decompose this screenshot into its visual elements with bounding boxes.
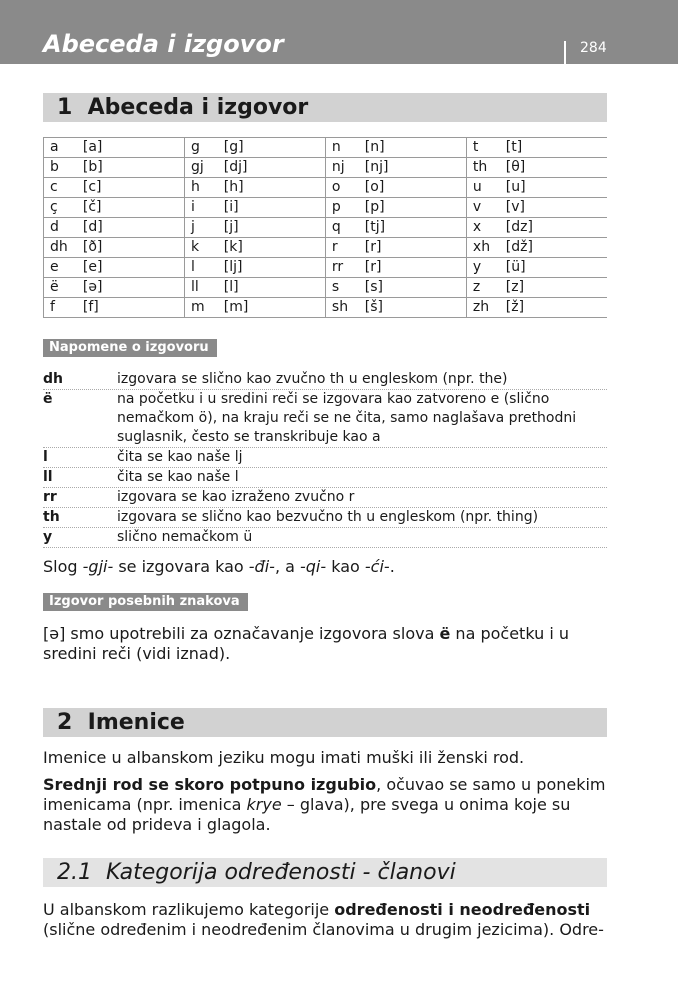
letter-cell: h [184, 178, 217, 198]
note-key: ll [43, 469, 53, 485]
pronunciation-cell: [v] [500, 198, 607, 218]
running-title: Abeceda i izgovor [43, 30, 284, 58]
note-text: slično nemačkom ü [117, 529, 253, 545]
letter-cell: s [325, 278, 358, 298]
note-row [43, 508, 607, 528]
slog-note: Slog -gji- se izgovara kao -đi-, a -qi- kao -ći-. [43, 557, 395, 576]
note-row [43, 390, 607, 448]
note-key: ë [43, 391, 53, 407]
nouns-para-1: Imenice u albanskom jeziku mogu imati muški ili ženski rod. [43, 748, 525, 767]
special-signs-label: Izgovor posebnih znakova [43, 593, 248, 611]
pronunciation-cell: [e] [77, 258, 185, 278]
letter-cell: dh [44, 238, 77, 258]
section-number: 1 [57, 95, 73, 120]
pronunciation-cell: [θ] [500, 158, 607, 178]
pronunciation-cell: [dž] [500, 238, 607, 258]
letter-cell: y [466, 258, 499, 278]
letter-cell: t [466, 138, 499, 158]
letter-cell: b [44, 158, 77, 178]
note-key: th [43, 509, 60, 525]
pronunciation-cell: [m] [218, 298, 326, 318]
letter-cell: i [184, 198, 217, 218]
pronunciation-cell: [d] [77, 218, 185, 238]
pronunciation-cell: [ə] [77, 278, 185, 298]
section-number: 2 [57, 710, 73, 735]
note-key: l [43, 449, 48, 465]
table-row [44, 258, 608, 278]
pronunciation-cell: [ð] [77, 238, 185, 258]
pronunciation-cell: [j] [218, 218, 326, 238]
section-heading-2 [43, 708, 607, 737]
letter-cell: u [466, 178, 499, 198]
pronunciation-cell: [n] [359, 138, 467, 158]
subsection-number: 2.1 [57, 860, 92, 885]
table-row [44, 138, 608, 158]
subsection-title: Kategorija određenosti - članovi [106, 860, 456, 885]
letter-cell: d [44, 218, 77, 238]
section-title: Abeceda i izgovor [87, 95, 309, 120]
letter-cell: ç [44, 198, 77, 218]
table-row [44, 218, 608, 238]
letter-cell: sh [325, 298, 358, 318]
letter-cell: ë [44, 278, 77, 298]
note-text: čita se kao naše lj [117, 449, 243, 465]
pronunciation-cell: [l] [218, 278, 326, 298]
letter-cell: gj [184, 158, 217, 178]
note-text: izgovara se kao izraženo zvučno r [117, 489, 355, 505]
subsection-heading-2-1 [43, 858, 607, 887]
pronunciation-cell: [h] [218, 178, 326, 198]
note-text: izgovara se slično kao bezvučno th u engleskom (npr. thing) [117, 509, 539, 525]
section-heading-1 [43, 93, 607, 122]
letter-cell: l [184, 258, 217, 278]
pronunciation-cell: [k] [218, 238, 326, 258]
letter-cell: a [44, 138, 77, 158]
pronunciation-cell: [dj] [218, 158, 326, 178]
pronunciation-cell: [t] [500, 138, 607, 158]
pronunciation-cell: [s] [359, 278, 467, 298]
pronunciation-cell: [ž] [500, 298, 607, 318]
pronunciation-cell: [r] [359, 238, 467, 258]
letter-cell: q [325, 218, 358, 238]
page-number: 284 [580, 40, 607, 56]
note-row [43, 370, 607, 390]
letter-cell: m [184, 298, 217, 318]
pronunciation-cell: [š] [359, 298, 467, 318]
note-text: izgovara se slično kao zvučno th u engleskom (npr. the) [117, 371, 508, 387]
note-row [43, 448, 607, 468]
note-key: y [43, 529, 53, 545]
letter-cell: f [44, 298, 77, 318]
letter-cell: xh [466, 238, 499, 258]
letter-cell: z [466, 278, 499, 298]
pronunciation-cell: [č] [77, 198, 185, 218]
note-text: čita se kao naše l [117, 469, 239, 485]
nouns-para-2: Srednji rod se skoro potpuno izgubio, očuvao se samo u ponekim imenicama (npr. imenica krye – glava), pre svega u onima koje su nastale od prideva i glagola. [43, 775, 606, 834]
special-signs-text: [ə] smo upotrebili za označavanje izgovora slova ë na početku i u sredini reči (vidi iznad). [43, 624, 569, 663]
pronunciation-cell: [g] [218, 138, 326, 158]
note-key: dh [43, 371, 63, 387]
letter-cell: x [466, 218, 499, 238]
pronunciation-cell: [z] [500, 278, 607, 298]
letter-cell: j [184, 218, 217, 238]
pronunciation-cell: [b] [77, 158, 185, 178]
letter-cell: ll [184, 278, 217, 298]
alphabet-table [43, 137, 607, 318]
pronunciation-cell: [lj] [218, 258, 326, 278]
letter-cell: p [325, 198, 358, 218]
table-row [44, 158, 608, 178]
pronunciation-cell: [dz] [500, 218, 607, 238]
letter-cell: e [44, 258, 77, 278]
pronunciation-cell: [tj] [359, 218, 467, 238]
letter-cell: o [325, 178, 358, 198]
note-key: rr [43, 489, 57, 505]
table-row [44, 278, 608, 298]
letter-cell: nj [325, 158, 358, 178]
pronunciation-cell: [u] [500, 178, 607, 198]
pronunciation-cell: [i] [218, 198, 326, 218]
note-row [43, 468, 607, 488]
table-row [44, 238, 608, 258]
letter-cell: rr [325, 258, 358, 278]
letter-cell: g [184, 138, 217, 158]
pronunciation-cell: [c] [77, 178, 185, 198]
letter-cell: n [325, 138, 358, 158]
letter-cell: v [466, 198, 499, 218]
pronunciation-cell: [a] [77, 138, 185, 158]
page-header [0, 0, 678, 64]
letter-cell: c [44, 178, 77, 198]
pronunciation-cell: [p] [359, 198, 467, 218]
note-row [43, 488, 607, 508]
header-divider [564, 41, 566, 64]
pronunciation-cell: [ü] [500, 258, 607, 278]
note-text: na početku i u sredini reči se izgovara kao zatvoreno e (slično nemačkom ö), na kraju reči se ne čita, samo naglašava prethodni suglasnik, često se transkribuje kao a [117, 391, 577, 445]
letter-cell: r [325, 238, 358, 258]
letter-cell: th [466, 158, 499, 178]
letter-cell: zh [466, 298, 499, 318]
pronunciation-cell: [nj] [359, 158, 467, 178]
notes-label: Napomene o izgovoru [43, 339, 217, 357]
pronunciation-cell: [f] [77, 298, 185, 318]
pronunciation-notes [43, 370, 607, 548]
letter-cell: k [184, 238, 217, 258]
note-row [43, 528, 607, 548]
pronunciation-cell: [r] [359, 258, 467, 278]
table-row [44, 178, 608, 198]
table-row [44, 298, 608, 318]
section-title: Imenice [87, 710, 185, 735]
table-row [44, 198, 608, 218]
definiteness-para: U albanskom razlikujemo kategorije određenosti i neodređenosti (slične određenim i neodređenim članovima u drugim jezicima). Odre- [43, 900, 604, 939]
pronunciation-cell: [o] [359, 178, 467, 198]
